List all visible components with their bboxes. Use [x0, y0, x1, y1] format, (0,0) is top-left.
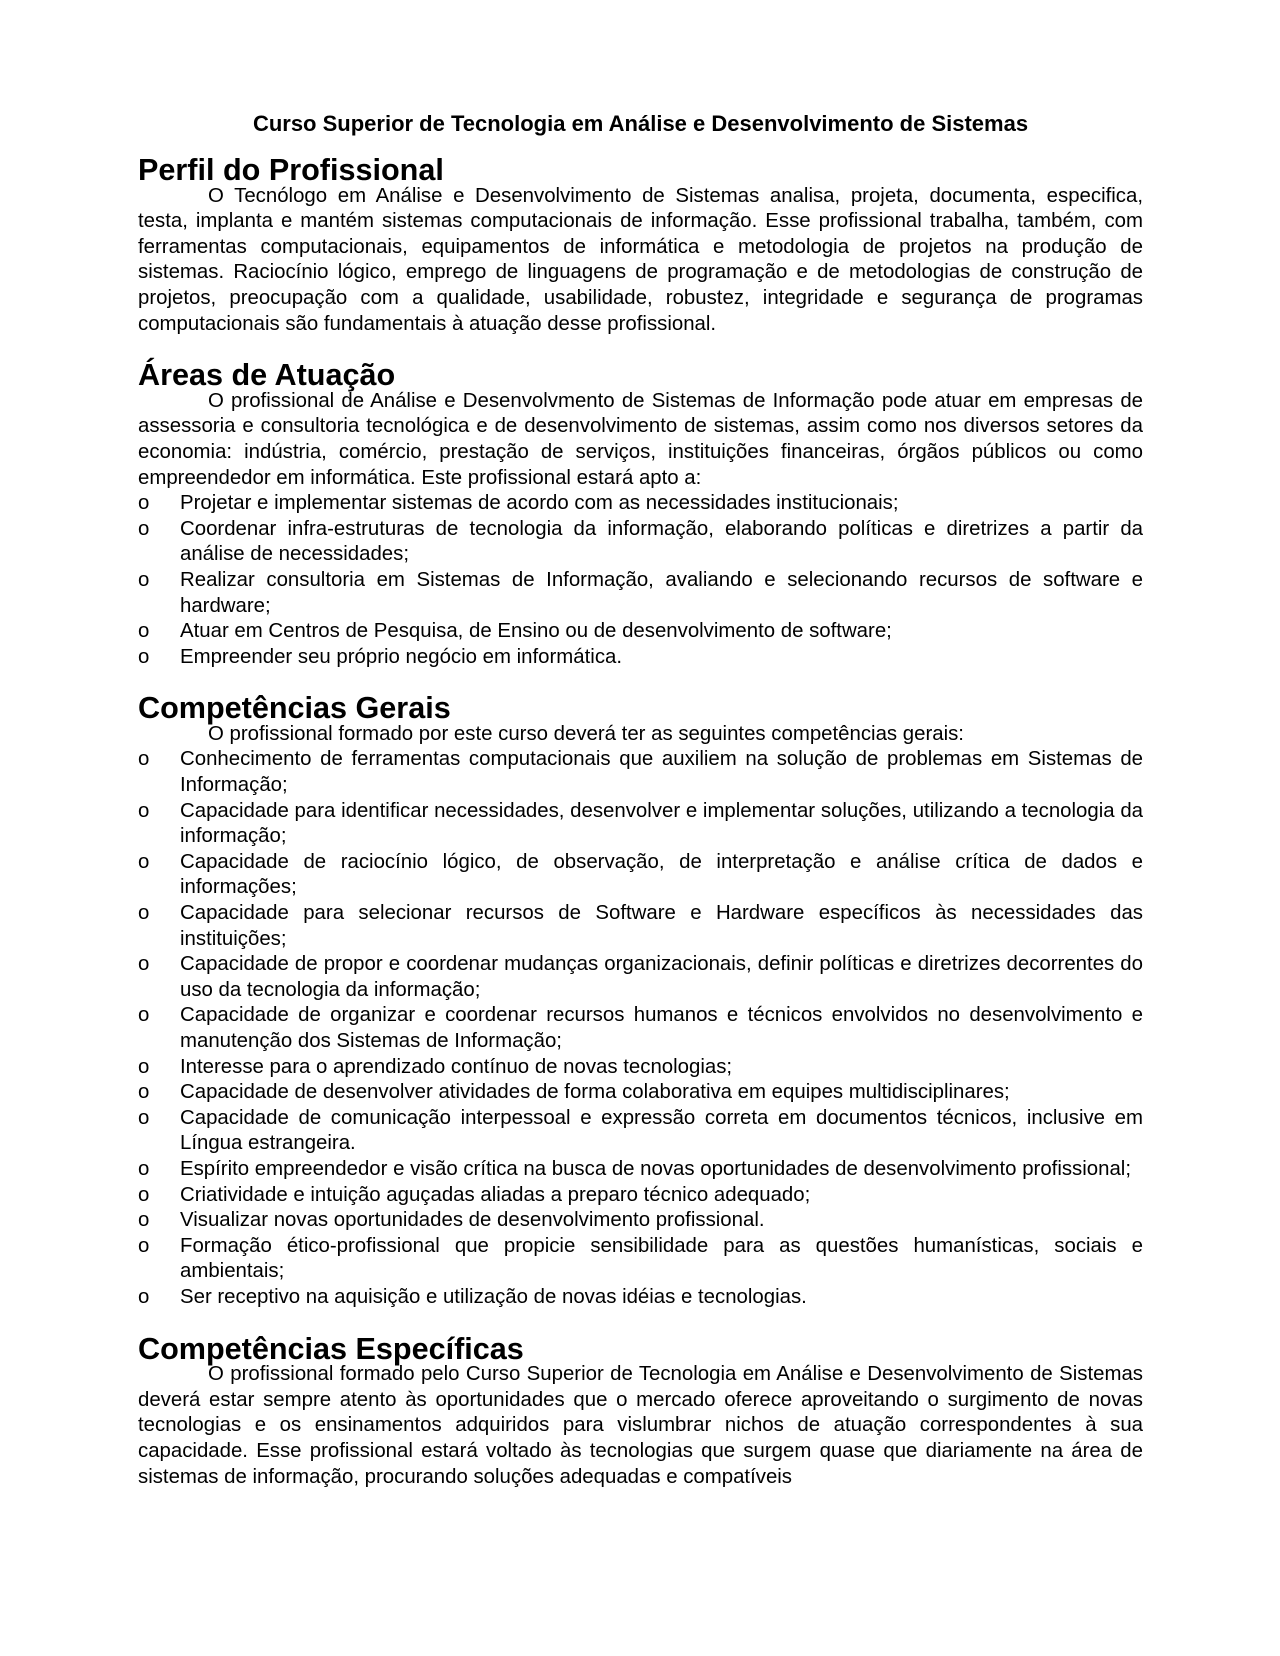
list-item — [138, 1106, 1143, 1157]
document-page — [138, 110, 1143, 1490]
list-item-text: Capacidade de desenvolver atividades de forma colaborativa em equipes multidisciplinares; — [180, 1081, 1010, 1104]
section-perfil — [138, 153, 1143, 337]
list-item — [138, 1080, 1143, 1106]
list-item-text: Capacidade de raciocínio lógico, de observação, de interpretação e análise crítica de dados e informações; — [180, 850, 1143, 899]
bullet-icon: o — [138, 748, 150, 771]
list-item-text: Capacidade de comunicação interpessoal e expressão correta em documentos técnicos, inclusive em Língua estrangeira. — [180, 1106, 1143, 1155]
bullet-icon: o — [138, 1106, 150, 1129]
list-item-text: Interesse para o aprendizado contínuo de novas tecnologias; — [180, 1055, 733, 1078]
bullet-icon: o — [138, 568, 150, 591]
section-gerais — [138, 691, 1143, 1310]
list-item — [138, 517, 1143, 568]
bullet-icon: o — [138, 517, 150, 540]
bullet-icon: o — [138, 645, 150, 668]
list-item — [138, 850, 1143, 901]
section-heading-perfil: Perfil do Profissional — [138, 153, 444, 187]
list-item — [138, 1183, 1143, 1209]
section-heading-areas: Áreas de Atuação — [138, 358, 396, 393]
list-item-text: Formação ético-profissional que propicie sensibilidade para as questões humanísticas, sociais e ambientais; — [180, 1234, 1143, 1283]
bullet-icon: o — [138, 1055, 150, 1078]
list-item — [138, 1157, 1143, 1183]
list-item-text: Coordenar infra-estruturas de tecnologia da informação, elaborando políticas e diretrizes a partir da análise de necessidades; — [180, 517, 1143, 566]
list-item-text: Capacidade para selecionar recursos de Software e Hardware específicos às necessidades das instituições; — [180, 902, 1143, 950]
list-item — [138, 1003, 1143, 1054]
bullet-icon: o — [138, 620, 150, 643]
paragraph-gerais: O profissional formado por este curso deverá ter as seguintes competências gerais: — [208, 722, 964, 745]
section-areas — [138, 358, 1143, 670]
bullet-icon: o — [138, 1209, 150, 1232]
list-item — [138, 952, 1143, 1003]
list-item-text: Capacidade para identificar necessidades, desenvolver e implementar soluções, utilizando a tecnologia da informação; — [180, 799, 1143, 848]
bullet-icon: o — [138, 1004, 150, 1027]
list-item-text: Capacidade de organizar e coordenar recursos humanos e técnicos envolvidos no desenvolvimento e manutenção dos Sistemas de Informação; — [180, 1004, 1143, 1052]
bullet-icon: o — [138, 1157, 150, 1180]
document-title: Curso Superior de Tecnologia em Análise e Desenvolvimento de Sistemas — [252, 111, 1029, 136]
bullet-list-areas — [138, 491, 1143, 670]
list-item-text: Ser receptivo na aquisição e utilização de novas idéias e tecnologias. — [180, 1285, 807, 1308]
list-item — [138, 1055, 1143, 1081]
section-especificas — [138, 1331, 1143, 1491]
list-item — [138, 747, 1143, 798]
list-item-text: Conhecimento de ferramentas computacionais que auxiliem na solução de problemas em Sistemas de Informação; — [180, 748, 1143, 797]
list-item — [138, 619, 1143, 645]
bullet-icon: o — [138, 902, 150, 925]
list-item — [138, 568, 1143, 619]
paragraph-especificas: O profissional formado pelo Curso Superior de Tecnologia em Análise e Desenvolvimento de Sistemas deverá estar sempre atento às oportunidades que o mercado oferece aproveitando o surgimento de novas tecnologias e os ensinamentos adquiridos para vislumbrar nichos de atuação correspondentes à sua capacidade. Esse profissional estará voltado às tecnologias que surgem quase que diariamente na área de sistemas de informação, procurando soluções adequadas e compatíveis — [138, 1363, 1143, 1488]
list-item-text: Visualizar novas oportunidades de desenvolvimento profissional. — [180, 1209, 765, 1232]
list-item — [138, 491, 1143, 517]
list-item-text: Realizar consultoria em Sistemas de Informação, avaliando e selecionando recursos de software e hardware; — [180, 568, 1143, 617]
bullet-icon: o — [138, 492, 150, 515]
list-item-text: Projetar e implementar sistemas de acordo com as necessidades institucionais; — [180, 492, 899, 515]
list-item — [138, 901, 1143, 952]
paragraph-perfil: O Tecnólogo em Análise e Desenvolvimento de Sistemas analisa, projeta, documenta, especifica, testa, implanta e mantém sistemas computacionais de informação. Esse profissional trabalha, também, com ferramentas computacionais, equipamentos de informática e metodologia de projetos na produção de sistemas. Raciocínio lógico, emprego de linguagens de programação e de metodologias de construção de projetos, preocupação com a qualidade, usabilidade, robustez, integridade e segurança de programas computacionais são fundamentais à atuação desse profissional. — [138, 184, 1143, 335]
bullet-icon: o — [138, 1234, 150, 1257]
list-item — [138, 799, 1143, 850]
section-heading-gerais: Competências Gerais — [138, 691, 451, 726]
section-heading-especificas: Competências Específicas — [138, 1331, 524, 1366]
list-item — [138, 645, 1143, 671]
bullet-icon: o — [138, 1285, 150, 1308]
bullet-icon: o — [138, 799, 150, 822]
list-item-text: Criatividade e intuição aguçadas aliadas a preparo técnico adequado; — [180, 1183, 811, 1206]
list-item — [138, 1208, 1143, 1234]
list-item — [138, 1234, 1143, 1285]
bullet-icon: o — [138, 953, 150, 976]
bullet-list-gerais — [138, 747, 1143, 1310]
paragraph-areas: O profissional de Análise e Desenvolvmento de Sistemas de Informação pode atuar em empresas de assessoria e consultoria tecnológica e de desenvolvimento de sistemas, assim como nos diversos setores da economia: indústria, comércio, prestação de serviços, instituições financeiras, órgãos públicos ou como empreendedor em informática. Este profissional estará apto a: — [138, 389, 1143, 489]
list-item-text: Atuar em Centros de Pesquisa, de Ensino ou de desenvolvimento de software; — [180, 620, 892, 643]
list-item — [138, 1285, 1143, 1311]
list-item-text: Capacidade de propor e coordenar mudanças organizacionais, definir políticas e diretrizes decorrentes do uso da tecnologia da informação; — [180, 953, 1143, 1001]
bullet-icon: o — [138, 1081, 150, 1104]
list-item-text: Empreender seu próprio negócio em informática. — [180, 645, 623, 668]
list-item-text: Espírito empreendedor e visão crítica na busca de novas oportunidades de desenvolvimento profissional; — [180, 1157, 1131, 1180]
bullet-icon: o — [138, 1183, 150, 1206]
bullet-icon: o — [138, 850, 150, 873]
